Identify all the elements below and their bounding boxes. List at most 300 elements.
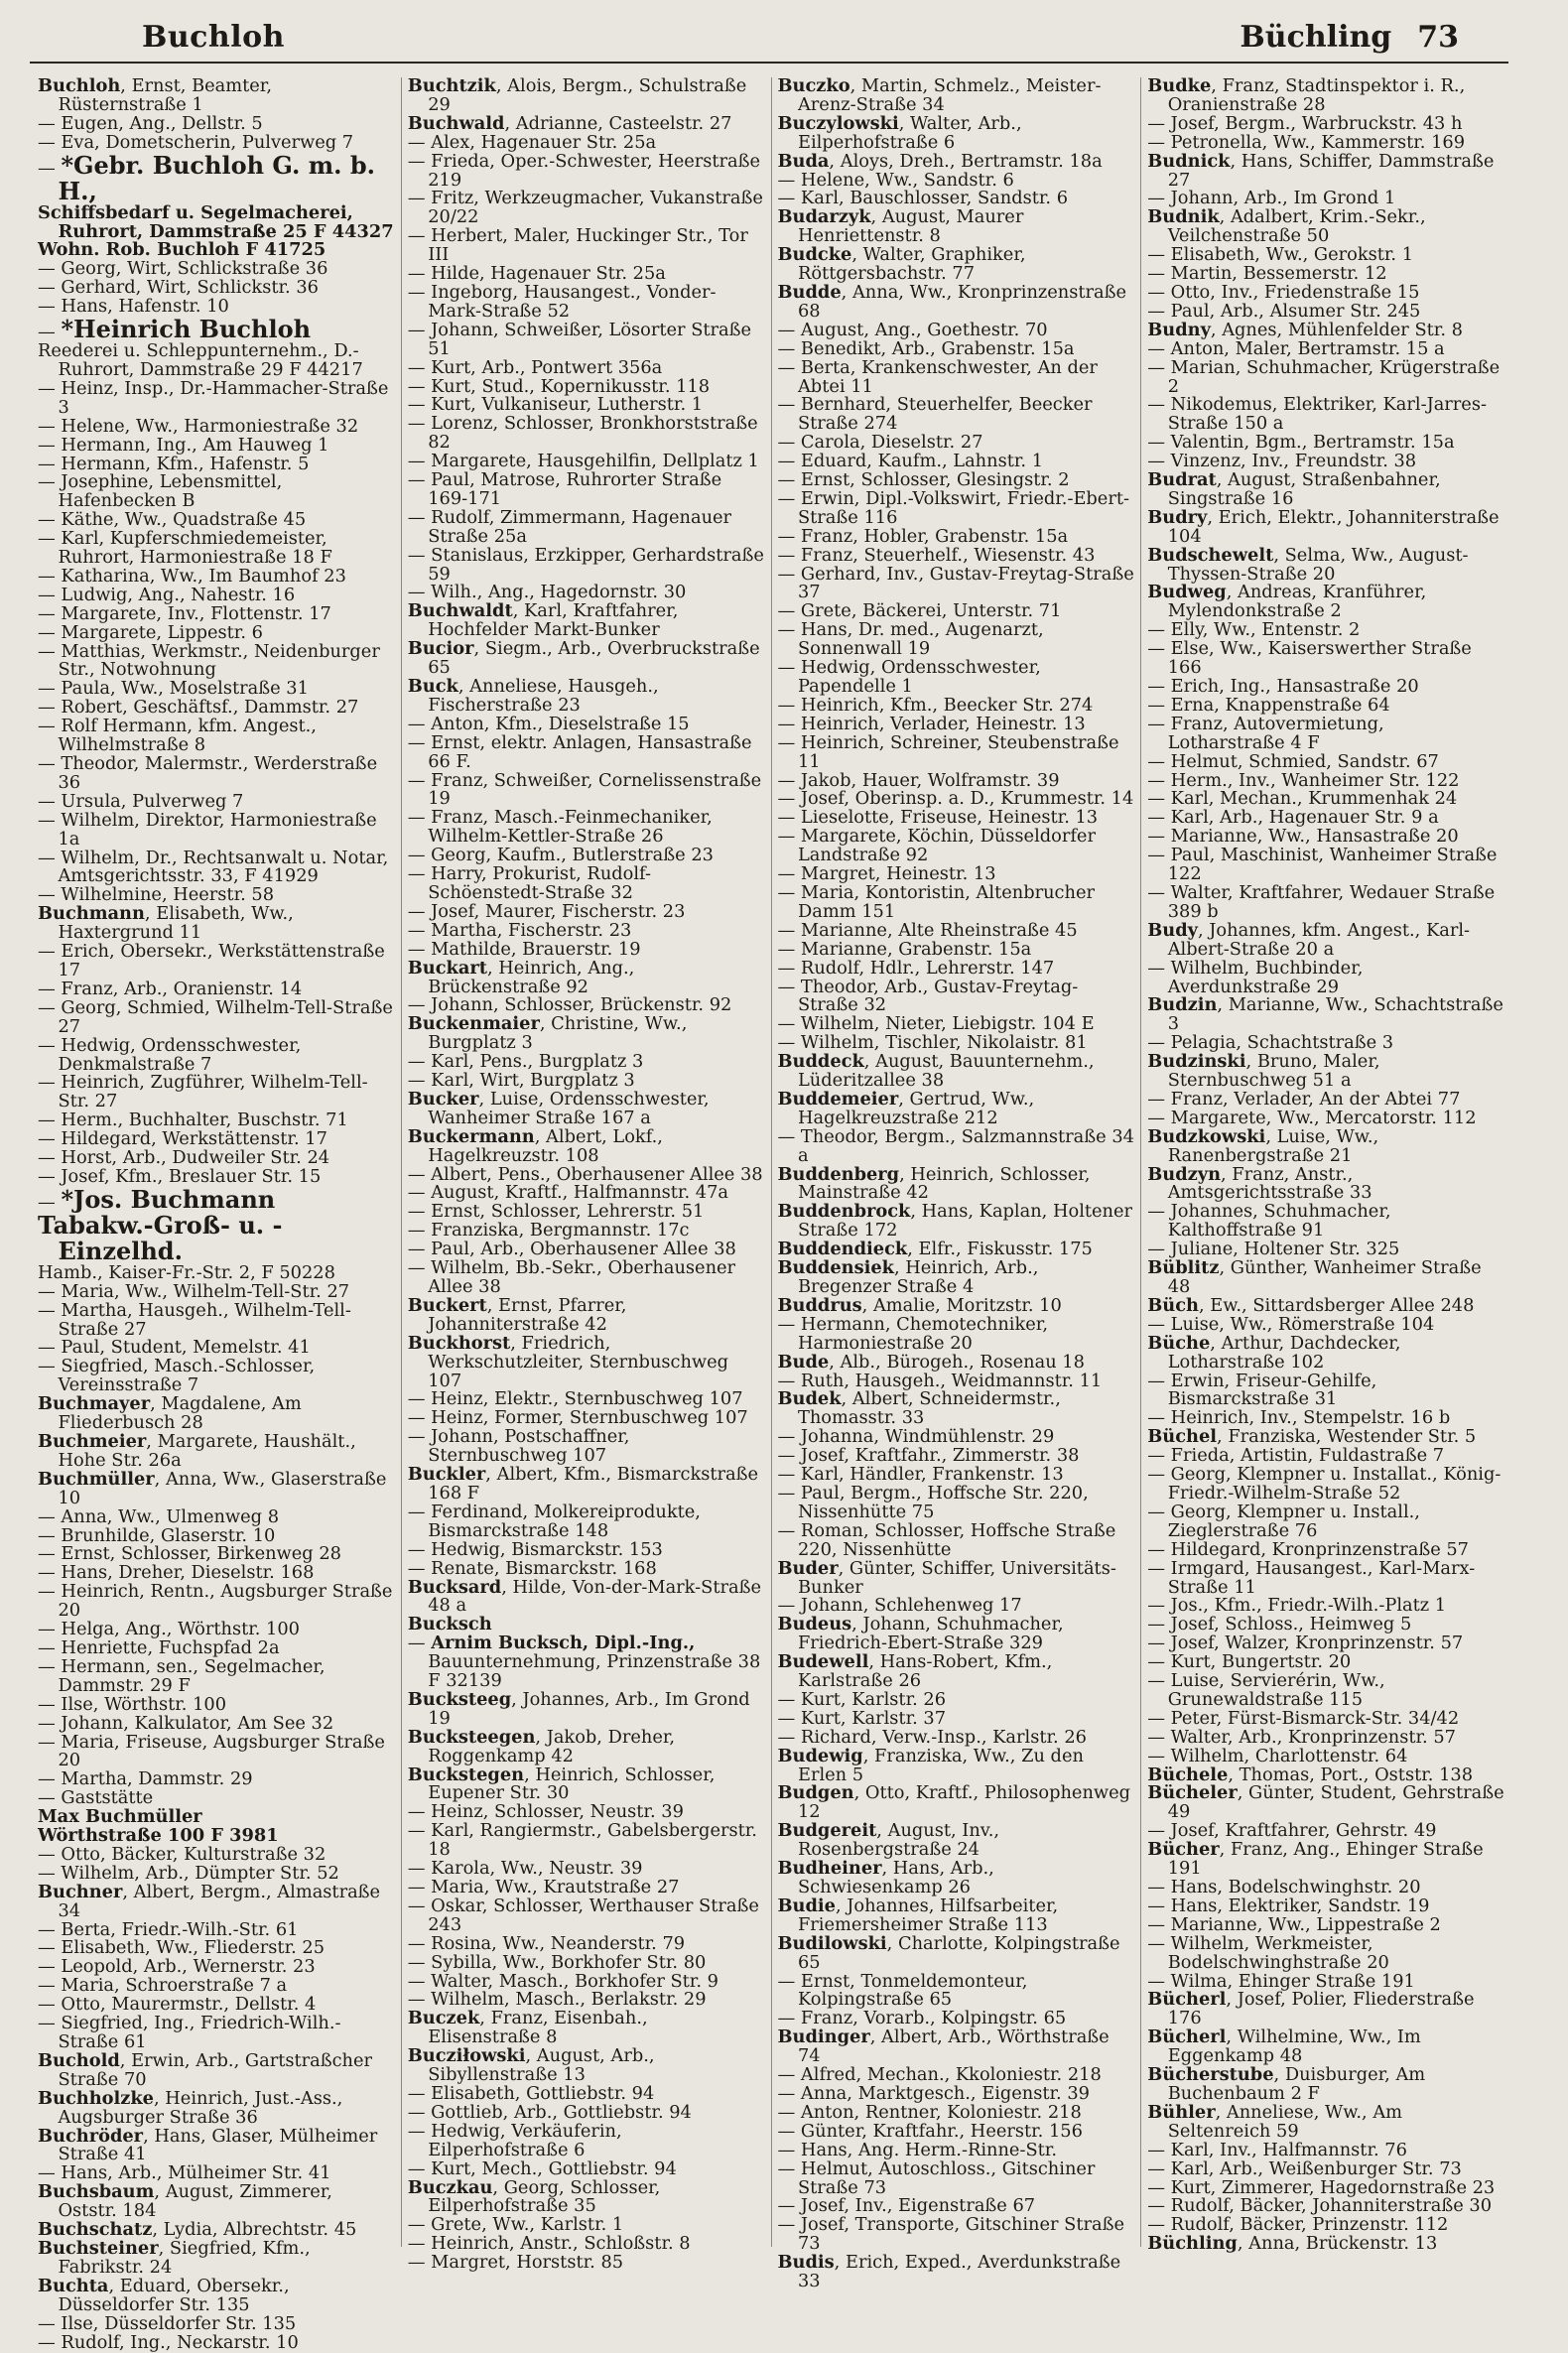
directory-entry: — Lorenz, Schlosser, Bronkhorststraße 82 — [407, 413, 758, 454]
directory-entry: — Robert, Geschäftsf., Dammstr. 27 — [38, 697, 359, 719]
directory-entry: Budweg, Andreas, Kranführer, Mylendonkstraße 2 — [1147, 582, 1427, 622]
directory-entry: — Gerhard, Inv., Gustav-Freytag-Straße 37 — [777, 563, 1134, 603]
directory-entry: — Rudolf, Zimmermann, Hagenauer Straße 25a — [407, 506, 732, 547]
column-4 — [1140, 75, 1510, 2255]
directory-entry: — Karl, Arb., Weißenburger Str. 73 — [1147, 2157, 1462, 2179]
directory-entry: — Josef, Schloss., Heimweg 5 — [1147, 1614, 1412, 1635]
directory-entry: Budek, Albert, Schneidermstr., Thomasstr. 33 — [777, 1388, 1061, 1429]
directory-entry: — Josef, Kraftfahrer, Gehrstr. 49 — [1147, 1820, 1437, 1842]
directory-entry: — Franz, Schweißer, Cornelissenstraße 19 — [407, 769, 762, 810]
directory-entry: — Paula, Ww., Moselstraße 31 — [38, 678, 309, 700]
directory-entry: Budie, Johannes, Hilfsarbeiter, Friemersheimer Straße 113 — [777, 1895, 1059, 1935]
directory-entry: — Renate, Bismarckstr. 168 — [407, 1557, 657, 1579]
directory-entry: — Hildegard, Kronprinzenstraße 57 — [1147, 1538, 1469, 1560]
directory-entry: — Juliane, Holtener Str. 325 — [1147, 1239, 1400, 1260]
directory-entry: — Marianne, Ww., Hansastraße 20 — [1147, 826, 1459, 848]
directory-entry: — Karl, Wirt, Burgplatz 3 — [407, 1070, 635, 1092]
directory-entry: — Marian, Schuhmacher, Krügerstraße 2 — [1147, 356, 1501, 397]
directory-entry: — Johanna, Windmühlenstr. 29 — [777, 1426, 1055, 1448]
header-left-keyword: Buchloh — [142, 20, 285, 55]
directory-entry: Budeus, Johann, Schuhmacher, Friedrich-Ebert-Straße 329 — [777, 1614, 1064, 1654]
directory-entry: Budke, Franz, Stadtinspektor i. R., Oranienstraße 28 — [1147, 75, 1466, 115]
directory-entry: Max Buchmüller — [38, 1806, 202, 1828]
directory-entry: — Hedwig, Bismarckstr. 153 — [407, 1538, 663, 1560]
directory-entry: — Karl, Pens., Burgplatz 3 — [407, 1051, 644, 1073]
directory-entry: — Margarete, Inv., Flottenstr. 17 — [38, 602, 331, 624]
directory-entry: Bucksteeg, Johannes, Arb., Im Grond 19 — [407, 1688, 750, 1729]
directory-entry: — Wilhelm, Bb.-Sekr., Oberhausener Allee 38 — [407, 1257, 736, 1297]
directory-entry: — Franz, Masch.-Feinmechaniker, Wilhelm-Kettler-Straße 26 — [407, 807, 713, 848]
directory-entry: — Wilhelm, Dr., Rechtsanwalt u. Notar, Amtsgerichtsstr. 33, F 41929 — [38, 847, 389, 887]
directory-entry: — Ernst, elektr. Anlagen, Hansastraße 66 F. — [407, 731, 752, 772]
directory-entry: — Herm., Buchhalter, Buschstr. 71 — [38, 1110, 348, 1131]
directory-entry: Buddendieck, Elfr., Fiskusstr. 175 — [777, 1239, 1093, 1260]
directory-entry: — Pelagia, Schachtstraße 3 — [1147, 1032, 1394, 1054]
directory-entry: — Kurt, Zimmerer, Hagedornstraße 23 — [1147, 2176, 1496, 2198]
directory-entry: — Eugen, Ang., Dellstr. 5 — [38, 112, 263, 134]
directory-entry: — Carola, Dieselstr. 27 — [777, 432, 983, 454]
header-rule — [30, 62, 1508, 64]
directory-entry: — Josef, Maurer, Fischerstr. 23 — [407, 900, 686, 922]
directory-entry: — Ludwig, Ang., Nahestr. 16 — [38, 584, 296, 605]
directory-entry: — Franz, Vorarb., Kolpingstr. 65 — [777, 2008, 1067, 2029]
directory-entry: Budzkowski, Luise, Ww., Ranenbergstraße 21 — [1147, 1125, 1379, 1166]
directory-entry: — *Jos. Buchmann — [38, 1184, 276, 1214]
directory-entry: Budschewelt, Selma, Ww., August-Thyssen-Straße 20 — [1147, 544, 1469, 585]
directory-entry: — Peter, Fürst-Bismarck-Str. 34/42 — [1147, 1707, 1460, 1729]
directory-entry: — Alfred, Mechan., Kkoloniestr. 218 — [777, 2064, 1102, 2086]
directory-entry: — Paul, Bergm., Hoffsche Str. 220, Nissenhütte 75 — [777, 1482, 1089, 1522]
directory-entry: — Josef, Inv., Eigenstraße 67 — [777, 2195, 1036, 2217]
directory-entry: — Hildegard, Werkstättenstr. 17 — [38, 1128, 327, 1150]
directory-entry: Budnik, Adalbert, Krim.-Sekr., Veilchenstraße 50 — [1147, 206, 1426, 247]
directory-entry: — Hans, Dreher, Dieselstr. 168 — [38, 1562, 315, 1584]
directory-entry: — Henriette, Fuchspfad 2a — [38, 1636, 280, 1658]
directory-entry: Buchmayer, Magdalene, Am Fliederbusch 28 — [38, 1393, 302, 1434]
directory-entry: — Maria, Ww., Wilhelm-Tell-Str. 27 — [38, 1280, 350, 1302]
directory-entry: Budry, Erich, Elektr., Johanniterstraße 104 — [1147, 506, 1500, 547]
directory-entry: Buda, Aloys, Dreh., Bertramstr. 18a — [777, 150, 1103, 172]
directory-entry: — Maria, Kontoristin, Altenbrucher Damm 151 — [777, 881, 1095, 922]
directory-entry: — Ferdinand, Molkereiprodukte, Bismarckstraße 148 — [407, 1501, 701, 1541]
directory-entry: — Eduard, Kaufm., Lahnstr. 1 — [777, 451, 1044, 472]
directory-entry: — Georg, Klempner u. Installat., König-Friedr.-Wilhelm-Straße 52 — [1147, 1464, 1502, 1503]
directory-entry: — Erwin, Friseur-Gehilfe, Bismarckstraße 31 — [1147, 1370, 1377, 1410]
directory-entry: — Josef, Kraftfahr., Zimmerstr. 38 — [777, 1445, 1080, 1467]
header-right-keyword: Büchling — [1240, 20, 1392, 55]
directory-entry: Bucziłowski, August, Arb., Sibyllenstraße 13 — [407, 2045, 655, 2086]
directory-entry: Buckert, Ernst, Pfarrer, Johanniterstraße 42 — [407, 1294, 627, 1335]
directory-entry: — Kurt, Vulkaniseur, Lutherstr. 1 — [407, 394, 704, 416]
directory-entry: — Walter, Masch., Borkhofer Str. 9 — [407, 1970, 719, 1992]
directory-entry: — Karl, Händler, Frankenstr. 13 — [777, 1464, 1064, 1486]
directory-entry: Hamb., Kaiser-Fr.-Str. 2, F 50228 — [38, 1261, 335, 1283]
directory-entry: — Karl, Inv., Halfmannstr. 76 — [1147, 2139, 1407, 2160]
directory-entry: — Heinz, Former, Sternbuschweg 107 — [407, 1407, 748, 1429]
directory-entry: — Hans, Dr. med., Augenarzt, Sonnenwall 19 — [777, 619, 1044, 660]
directory-entry: — Josef, Oberinsp. a. D., Krummestr. 14 — [777, 788, 1134, 810]
directory-entry: — Johann, Schweißer, Lösorter Straße 51 — [407, 319, 752, 359]
directory-entry: — Matthias, Werkmstr., Neidenburger Str., Notwohnung — [38, 640, 380, 681]
directory-entry: Budde, Anna, Ww., Kronprinzenstraße 68 — [777, 281, 1127, 322]
directory-entry: — Erich, Obersekr., Werkstättenstraße 17 — [38, 941, 385, 980]
directory-entry: — Berta, Krankenschwester, An der Abtei 11 — [777, 356, 1098, 397]
directory-entry: Büche, Arthur, Dachdecker, Lotharstraße 102 — [1147, 1332, 1401, 1373]
directory-entry: — Petronella, Ww., Kammerstr. 169 — [1147, 131, 1466, 153]
directory-entry: Buczko, Martin, Schmelz., Meister-Arenz-Straße 34 — [777, 75, 1102, 115]
directory-entry: — Anna, Marktgesch., Eigenstr. 39 — [777, 2082, 1090, 2104]
directory-entry: Budy, Johannes, kfm. Angest., Karl-Albert-Straße 20 a — [1147, 919, 1471, 960]
directory-entry: — Grete, Ww., Karlstr. 1 — [407, 2214, 624, 2236]
directory-entry: — Heinrich, Kfm., Beecker Str. 274 — [777, 694, 1094, 716]
directory-entry: — Walter, Kraftfahrer, Wedauer Straße 389 b — [1147, 881, 1496, 922]
directory-entry: — Wilhelm, Buchbinder, Averdunkstraße 29 — [1147, 957, 1364, 997]
directory-entry: Budheiner, Hans, Arb., Schwiesenkamp 26 — [777, 1858, 994, 1897]
page-number: 73 — [1417, 20, 1459, 55]
directory-entry: Büchel, Franziska, Westender Str. 5 — [1147, 1426, 1477, 1448]
directory-entry: — Paul, Matrose, Ruhrorter Straße 169-171 — [407, 469, 722, 509]
directory-entry: — Franz, Hobler, Grabenstr. 15a — [777, 525, 1069, 547]
directory-entry: — Ruth, Hausgeh., Weidmannstr. 11 — [777, 1370, 1103, 1391]
directory-entry: — Sybilla, Ww., Borkhofer Str. 80 — [407, 1951, 707, 1973]
directory-entry: — Anna, Ww., Ulmenweg 8 — [38, 1505, 280, 1527]
directory-entry: Buddrus, Amalie, Moritzstr. 10 — [777, 1294, 1062, 1316]
directory-entry: — Karl, Kupferschmiedemeister, Ruhrort, Harmoniestraße 18 F — [38, 528, 332, 569]
directory-entry: — Anton, Rentner, Koloniestr. 218 — [777, 2101, 1082, 2123]
directory-entry: — Grete, Bäckerei, Unterstr. 71 — [777, 600, 1062, 622]
directory-entry: — Katharina, Ww., Im Baumhof 23 — [38, 565, 346, 587]
directory-entry: — Johann, Postschaffner, Sternbuschweg 107 — [407, 1426, 630, 1467]
directory-entry: — Martha, Hausgeh., Wilhelm-Tell-Straße 27 — [38, 1299, 351, 1340]
directory-entry: — Valentin, Bgm., Bertramstr. 15a — [1147, 432, 1455, 454]
directory-entry: — Helmut, Schmied, Sandstr. 67 — [1147, 750, 1439, 772]
directory-entry: — Heinz, Elektr., Sternbuschweg 107 — [407, 1388, 743, 1410]
directory-entry: — Karola, Ww., Neustr. 39 — [407, 1858, 643, 1880]
directory-entry: — Heinrich, Rentn., Augsburger Straße 20 — [38, 1581, 393, 1622]
directory-entry: — Paul, Arb., Oberhausener Allee 38 — [407, 1239, 736, 1260]
directory-entry: — Wilhelm, Tischler, Nikolaistr. 81 — [777, 1032, 1088, 1054]
directory-entry: — Margarete, Hausgehilfin, Dellplatz 1 — [407, 451, 759, 472]
directory-entry: — Wilhelm, Direktor, Harmoniestraße 1a — [38, 809, 377, 850]
directory-entry: — Ernst, Schlosser, Birkenweg 28 — [38, 1543, 341, 1565]
directory-entry: — Hans, Hafenstr. 10 — [38, 296, 229, 318]
directory-entry: — Karl, Rangiermstr., Gabelsbergerstr. 18 — [407, 1820, 757, 1861]
directory-entry: — Martin, Bessemerstr. 12 — [1147, 263, 1387, 285]
directory-entry: Bucksard, Hilde, Von-der-Mark-Straße 48 a — [407, 1576, 761, 1617]
directory-entry: — Harry, Prokurist, Rudolf-Schöenstedt-Straße 32 — [407, 863, 652, 903]
directory-entry: — Hans, Arb., Mülheimer Str. 41 — [38, 2162, 331, 2184]
directory-entry: — Brunhilde, Glaserstr. 10 — [38, 1524, 276, 1546]
directory-entry: — Hedwig, Ordensschwester, Denkmalstraße 7 — [38, 1034, 302, 1075]
directory-entry: Budinger, Albert, Arb., Wörthstraße 74 — [777, 2026, 1110, 2067]
directory-entry: — Helene, Ww., Sandstr. 6 — [777, 169, 1014, 191]
column-3 — [771, 75, 1141, 2292]
header-right — [1240, 20, 1459, 55]
directory-entry: Bücherl, Josef, Polier, Fliederstraße 176 — [1147, 1989, 1475, 2029]
directory-entry: — Hermann, Ing., Am Hauweg 1 — [38, 434, 329, 456]
directory-entry: — Günter, Kraftfahr., Heerstr. 156 — [777, 2120, 1083, 2142]
directory-entry: Buddeck, August, Bauunternehm., Lüderitzallee 38 — [777, 1051, 1095, 1092]
directory-entry: — Georg, Klempner u. Install., Zieglerstraße 76 — [1147, 1501, 1420, 1541]
directory-entry: — Johannes, Schuhmacher, Kalthoffstraße 91 — [1147, 1201, 1391, 1242]
directory-entry: — Irmgard, Hausangest., Karl-Marx-Straße 11 — [1147, 1557, 1476, 1598]
directory-entry: Bücherstube, Duisburger, Am Buchenbaum 2 F — [1147, 2064, 1426, 2104]
directory-entry: — Leopold, Arb., Wernerstr. 23 — [38, 1956, 316, 1978]
directory-entry: — Richard, Verw.-Insp., Karlstr. 26 — [777, 1726, 1087, 1748]
directory-entry: — Luise, Servierérin, Ww., Grunewaldstraße 115 — [1147, 1670, 1385, 1710]
directory-entry: — Johann, Schlosser, Brückenstr. 92 — [407, 994, 732, 1016]
directory-entry: — Wilhelm, Charlottenstr. 64 — [1147, 1745, 1408, 1766]
directory-entry: Wörthstraße 100 F 3981 — [38, 1825, 279, 1847]
directory-entry: — Vinzenz, Inv., Freundstr. 38 — [1147, 451, 1417, 472]
directory-entry: — Ernst, Schlosser, Lehrerstr. 51 — [407, 1201, 705, 1223]
directory-entry: — Kurt, Bungertstr. 20 — [1147, 1651, 1352, 1673]
directory-entry: — Rudolf, Bäcker, Johanniterstraße 30 — [1147, 2195, 1493, 2217]
directory-entry: — Theodor, Malermstr., Werderstraße 36 — [38, 753, 378, 793]
directory-entry: Budgen, Otto, Kraftf., Philosophenweg 12 — [777, 1782, 1131, 1823]
directory-entry: — Ernst, Tonmeldemonteur, Kolpingstraße 65 — [777, 1970, 1028, 2011]
directory-entry: — Marianne, Grabenstr. 15a — [777, 938, 1032, 960]
directory-entry: — Rudolf, Ing., Neckarstr. 10 — [38, 2331, 299, 2353]
directory-entry: Buchwald, Adrianne, Casteelstr. 27 — [407, 112, 732, 134]
directory-entry: — Elisabeth, Ww., Fliederstr. 25 — [38, 1937, 326, 1959]
directory-entry: Buchsteiner, Siegfried, Kfm., Fabrikstr. 24 — [38, 2237, 311, 2278]
directory-entry: — Elisabeth, Gottliebstr. 94 — [407, 2082, 655, 2104]
directory-entry: — Marianne, Ww., Lippestraße 2 — [1147, 1913, 1441, 1935]
directory-entry: Budarzyk, August, Maurer Henriettenstr. 8 — [777, 206, 1024, 247]
directory-entry: — Lieselotte, Friseuse, Heinestr. 13 — [777, 807, 1099, 829]
directory-entry: Bücherl, Wilhelmine, Ww., Im Eggenkamp 48 — [1147, 2026, 1421, 2067]
directory-entry: — Anton, Kfm., Dieselstraße 15 — [407, 713, 690, 734]
directory-entry: — Ingeborg, Hausangest., Vonder-Mark-Straße 52 — [407, 281, 717, 322]
directory-entry: — Franziska, Bergmannstr. 17c — [407, 1220, 690, 1242]
directory-entry: — Josef, Kfm., Breslauer Str. 15 — [38, 1165, 322, 1187]
directory-entry: Bücheler, Günter, Student, Gehrstraße 49 — [1147, 1782, 1504, 1823]
directory-entry: — Georg, Wirt, Schlickstraße 36 — [38, 258, 328, 280]
directory-entry: — Hilde, Hagenauer Str. 25a — [407, 263, 666, 285]
directory-entry: — Kurt, Arb., Pontwert 356a — [407, 356, 663, 378]
directory-entry: — Erna, Knappenstraße 64 — [1147, 694, 1390, 716]
directory-entry: — Karl, Arb., Hagenauer Str. 9 a — [1147, 807, 1439, 829]
directory-entry: Buckenmaier, Christine, Ww., Burgplatz 3 — [407, 1013, 688, 1054]
directory-entry: — Maria, Friseuse, Augsburger Straße 20 — [38, 1731, 385, 1771]
directory-entry: Büchling, Anna, Brückenstr. 13 — [1147, 2233, 1438, 2255]
directory-entry: — Hans, Ang. Herm.-Rinne-Str. — [777, 2139, 1057, 2160]
directory-entry: Büch, Ew., Sittardsberger Allee 248 — [1147, 1294, 1475, 1316]
directory-entry: Buczek, Franz, Eisenbah., Elisenstraße 8 — [407, 2008, 648, 2048]
directory-entry: — Berta, Friedr.-Wilh.-Str. 61 — [38, 1918, 299, 1940]
directory-entry: — Franz, Verlader, An der Abtei 77 — [1147, 1088, 1461, 1110]
directory-entry: Buchschatz, Lydia, Albrechtstr. 45 — [38, 2219, 357, 2241]
directory-entry: — Hermann, Kfm., Hafenstr. 5 — [38, 453, 310, 474]
directory-entry: Buchmeier, Margarete, Haushält., Hohe Str. 26a — [38, 1431, 356, 1471]
directory-entry: — Hermann, sen., Segelmacher, Dammstr. 29 F — [38, 1655, 326, 1696]
directory-entry: — Stanislaus, Erzkipper, Gerhardstraße 59 — [407, 544, 764, 585]
directory-entry: Büchele, Thomas, Port., Oststr. 138 — [1147, 1764, 1474, 1785]
directory-entry: Budny, Agnes, Mühlenfelder Str. 8 — [1147, 319, 1463, 340]
directory-entry: — Heinrich, Verlader, Heinestr. 13 — [777, 713, 1086, 734]
column-2 — [401, 75, 771, 2274]
directory-entry: Bude, Alb., Bürogeh., Rosenau 18 — [777, 1351, 1085, 1373]
directory-entry: — Maria, Ww., Krautstraße 27 — [407, 1877, 680, 1897]
directory-entry: Bucksteegen, Jakob, Dreher, Roggenkamp 42 — [407, 1726, 676, 1766]
directory-entry: — Franz, Steuerhelf., Wiesenstr. 43 — [777, 544, 1096, 566]
directory-entry: Buddensiek, Heinrich, Arb., Bregenzer Straße 4 — [777, 1257, 1039, 1297]
directory-entry: — *Heinrich Buchloh — [38, 315, 312, 344]
directory-entry: Buddemeier, Gertrud, Ww., Hagelkreuzstraße 212 — [777, 1088, 1035, 1128]
directory-entry: — Fritz, Werkzeugmacher, Vukanstraße 20/22 — [407, 188, 763, 228]
directory-entry: Reederei u. Schleppunternehm., D.-Ruhrort, Dammstraße 29 F 44217 — [38, 340, 363, 380]
directory-entry: — Elisabeth, Ww., Gerokstr. 1 — [1147, 244, 1414, 266]
directory-entry: — Margret, Horststr. 85 — [407, 2252, 624, 2274]
directory-entry: Bucker, Luise, Ordensschwester, Wanheimer Straße 167 a — [407, 1088, 710, 1128]
directory-entry: — Ilse, Wörthstr. 100 — [38, 1693, 227, 1715]
directory-entry: — Mathilde, Brauerstr. 19 — [407, 938, 641, 960]
directory-entry: — Karl, Bauschlosser, Sandstr. 6 — [777, 188, 1069, 209]
directory-entry: Buchloh, Ernst, Beamter, Rüsternstraße 1 — [38, 75, 272, 115]
directory-entry: — Theodor, Bergm., Salzmannstraße 34 a — [777, 1125, 1134, 1166]
directory-entry: — Benedikt, Arb., Grabenstr. 15a — [777, 337, 1075, 359]
directory-entry: — Luise, Ww., Römerstraße 104 — [1147, 1313, 1435, 1335]
directory-entry: — Rolf Hermann, kfm. Angest., Wilhelmstraße 8 — [38, 716, 317, 756]
directory-entry: Budewell, Hans-Robert, Kfm., Karlstraße 26 — [777, 1651, 1053, 1692]
directory-entry: Tabakw.-Groß- u. -Einzelhd. — [38, 1210, 283, 1265]
directory-entry: — Helga, Ang., Wörthstr. 100 — [38, 1619, 300, 1640]
directory-entry: Buck, Anneliese, Hausgeh., Fischerstraße 23 — [407, 676, 659, 716]
directory-entry: — Otto, Maurermstr., Dellstr. 4 — [38, 1994, 317, 2016]
directory-entry: Budewig, Franziska, Ww., Zu den Erlen 5 — [777, 1745, 1084, 1785]
directory-entry: Buckermann, Albert, Lokf., Hagelkreuzstr. 108 — [407, 1125, 663, 1166]
directory-entry: — Hans, Elektriker, Sandstr. 19 — [1147, 1895, 1430, 1916]
directory-entry: — Eva, Dometscherin, Pulverweg 7 — [38, 131, 354, 153]
directory-entry: — Theodor, Arb., Gustav-Freytag-Straße 32 — [777, 976, 1079, 1016]
directory-entry: — Ursula, Pulverweg 7 — [38, 790, 244, 812]
directory-entry: — Marianne, Alte Rheinstraße 45 — [777, 919, 1078, 941]
directory-entry: — Heinrich, Anstr., Schloßstr. 8 — [407, 2233, 691, 2255]
directory-entry: Buder, Günter, Schiffer, Universitäts-Bunker — [777, 1557, 1116, 1598]
directory-entry: — Johann, Schlehenweg 17 — [777, 1595, 1022, 1617]
directory-entry: Buchröder, Hans, Glaser, Mülheimer Straße 41 — [38, 2125, 378, 2165]
directory-entry: Buddenberg, Heinrich, Schlosser, Mainstraße 42 — [777, 1163, 1091, 1204]
directory-entry: — Roman, Schlosser, Hoffsche Straße 220, Nissenhütte — [777, 1519, 1116, 1560]
directory-entry: Budnick, Hans, Schiffer, Dammstraße 27 — [1147, 150, 1495, 191]
directory-entry: — Gaststätte — [38, 1787, 154, 1809]
directory-entry: — Siegfried, Ing., Friedrich-Wilh.-Straße 61 — [38, 2013, 341, 2052]
directory-entry: — Heinrich, Zugführer, Wilhelm-Tell-Str. 27 — [38, 1072, 368, 1112]
directory-entry: Buchsbaum, August, Zimmerer, Oststr. 184 — [38, 2181, 332, 2222]
directory-entry: — Margarete, Lippestr. 6 — [38, 621, 263, 643]
directory-entry: — Margarete, Ww., Mercatorstr. 112 — [1147, 1107, 1477, 1128]
directory-entry: — Hans, Bodelschwinghstr. 20 — [1147, 1877, 1421, 1897]
directory-entry: Bühler, Anneliese, Ww., Am Seltenreich 59 — [1147, 2101, 1403, 2142]
directory-entry: — Nikodemus, Elektriker, Karl-Jarres-Straße 150 a — [1147, 394, 1487, 435]
directory-entry: — Erich, Ing., Hansastraße 20 — [1147, 676, 1419, 697]
directory-entry: Wohn. Rob. Buchloh F 41725 — [38, 239, 327, 261]
directory-entry: Bucksch — [407, 1614, 492, 1635]
directory-entry: Schiffsbedarf u. Segelmacherei, Ruhrort, Dammstraße 25 F 44327 — [38, 201, 394, 242]
directory-entry: Budzin, Marianne, Ww., Schachtstraße 3 — [1147, 994, 1503, 1035]
directory-entry: — Kurt, Stud., Kopernikusstr. 118 — [407, 375, 711, 397]
directory-entry: — Heinrich, Inv., Stempelstr. 16 b — [1147, 1407, 1451, 1429]
directory-entry: Buchta, Eduard, Obersekr., Düsseldorfer Str. 135 — [38, 2275, 290, 2315]
directory-entry: — Ilse, Düsseldorfer Str. 135 — [38, 2312, 297, 2334]
directory-entry: Buckstegen, Heinrich, Schlosser, Eupener Str. 30 — [407, 1764, 716, 1804]
directory-entry: — Horst, Arb., Dudweiler Str. 24 — [38, 1147, 330, 1169]
directory-entry: Buchholzke, Heinrich, Just.-Ass., Augsburger Straße 36 — [38, 2087, 343, 2128]
directory-entry: — Gottlieb, Arb., Gottliebstr. 94 — [407, 2101, 692, 2123]
directory-entry: — Helmut, Autoschloss., Gitschiner Straße 73 — [777, 2157, 1096, 2198]
directory-entry: — Rosina, Ww., Neanderstr. 79 — [407, 1932, 686, 1954]
directory-entry: — Margarete, Köchin, Düsseldorfer Landstraße 92 — [777, 826, 1096, 866]
directory-entry: — Else, Ww., Kaiserswerther Straße 166 — [1147, 638, 1472, 679]
directory-entry: — Franz, Autovermietung, Lotharstraße 4 F — [1147, 713, 1384, 753]
directory-entry: — Kurt, Mech., Gottliebstr. 94 — [407, 2157, 677, 2179]
directory-entry: — Wilma, Ehinger Straße 191 — [1147, 1970, 1415, 1992]
directory-entry: Buchtzik, Alois, Bergm., Schulstraße 29 — [407, 75, 747, 115]
directory-entry: — Wilhelm, Masch., Berlakstr. 29 — [407, 1989, 707, 2011]
directory-entry: Buckler, Albert, Kfm., Bismarckstraße 168 F — [407, 1464, 759, 1503]
directory-entry: — Jos., Kfm., Friedr.-Wilh.-Platz 1 — [1147, 1595, 1447, 1617]
directory-entry: — Georg, Schmied, Wilhelm-Tell-Straße 27 — [38, 996, 393, 1037]
directory-entry: — *Gebr. Buchloh G. m. b. H., — [38, 150, 376, 205]
columns — [32, 75, 1510, 2353]
directory-entry: — Paul, Arb., Alsumer Str. 245 — [1147, 300, 1421, 322]
directory-entry: — Heinz, Insp., Dr.-Hammacher-Straße 3 — [38, 377, 389, 418]
directory-entry: — Margret, Heinestr. 13 — [777, 863, 996, 885]
directory-entry: — Hedwig, Verkäuferin, Eilperhofstraße 6 — [407, 2120, 622, 2160]
directory-entry: Bucior, Siegm., Arb., Overbruckstraße 65 — [407, 638, 760, 679]
directory-entry: Budrat, August, Straßenbahner, Singstraße 16 — [1147, 469, 1441, 509]
directory-entry: — Heinz, Schlosser, Neustr. 39 — [407, 1801, 684, 1823]
directory-entry: — Kurt, Karlstr. 37 — [777, 1707, 947, 1729]
directory-entry: Büblitz, Günther, Wanheimer Straße 48 — [1147, 1257, 1482, 1297]
directory-entry: Buczylowski, Walter, Arb., Eilperhofstraße 6 — [777, 112, 1022, 153]
directory-entry: Budzyn, Franz, Anstr., Amtsgerichtsstraße 33 — [1147, 1163, 1372, 1204]
column-1 — [32, 75, 401, 2353]
directory-entry: — Ernst, Schlosser, Glesingstr. 2 — [777, 469, 1070, 491]
directory-entry: Buchner, Albert, Bergm., Almastraße 34 — [38, 1881, 381, 1921]
directory-entry: Buczkau, Georg, Schlosser, Eilperhofstraße 35 — [407, 2176, 661, 2217]
directory-entry: — Erwin, Dipl.-Volkswirt, Friedr.-Ebert-Straße 116 — [777, 487, 1129, 528]
directory-entry: — August, Kraftf., Halfmannstr. 47a — [407, 1182, 728, 1204]
directory-entry: Buchmann, Elisabeth, Ww., Haxtergrund 11 — [38, 903, 294, 944]
directory-entry: — Gerhard, Wirt, Schlickstr. 36 — [38, 277, 319, 299]
directory-entry: — Wilhelm, Werkmeister, Bodelschwinghstraße 20 — [1147, 1932, 1389, 1973]
directory-entry: — Josef, Transporte, Gitschiner Straße 73 — [777, 2214, 1124, 2255]
directory-entry: — Helene, Ww., Harmoniestraße 32 — [38, 415, 359, 437]
directory-entry: — Martha, Fischerstr. 23 — [407, 919, 632, 941]
directory-entry: — Wilhelmine, Heerstr. 58 — [38, 884, 275, 906]
directory-entry: — Alex, Hagenauer Str. 25a — [407, 131, 657, 153]
directory-entry: — Johann, Arb., Im Grond 1 — [1147, 188, 1396, 209]
directory-entry: Budilowski, Charlotte, Kolpingstraße 65 — [777, 1932, 1120, 1973]
directory-entry: — Bernhard, Steuerhelfer, Beecker Straße 274 — [777, 394, 1093, 435]
directory-entry: — Wilhelm, Arb., Dümpter Str. 52 — [38, 1862, 339, 1884]
directory-entry: — Martha, Dammstr. 29 — [38, 1768, 253, 1790]
directory-entry: — Anton, Maler, Bertramstr. 15 a — [1147, 337, 1445, 359]
directory-entry: — Hedwig, Ordensschwester, Papendelle 1 — [777, 657, 1041, 697]
directory-entry: — Georg, Kaufm., Butlerstraße 23 — [407, 845, 714, 866]
directory-entry: Buchwaldt, Karl, Kraftfahrer, Hochfelder Markt-Bunker — [407, 600, 679, 641]
directory-entry: — August, Ang., Goethestr. 70 — [777, 319, 1048, 340]
directory-entry: Bücher, Franz, Ang., Ehinger Straße 191 — [1147, 1839, 1484, 1880]
directory-entry: — Paul, Maschinist, Wanheimer Straße 122 — [1147, 845, 1498, 885]
directory-entry: — Walter, Arb., Kronprinzenstr. 57 — [1147, 1726, 1456, 1748]
directory-entry: — Albert, Pens., Oberhausener Allee 38 — [407, 1163, 763, 1185]
directory-entry: — Frieda, Artistin, Fuldastraße 7 — [1147, 1445, 1445, 1467]
directory-entry: — Maria, Schroerstraße 7 a — [38, 1975, 288, 1997]
directory-entry: Buchmüller, Anna, Ww., Glaserstraße 10 — [38, 1468, 387, 1508]
